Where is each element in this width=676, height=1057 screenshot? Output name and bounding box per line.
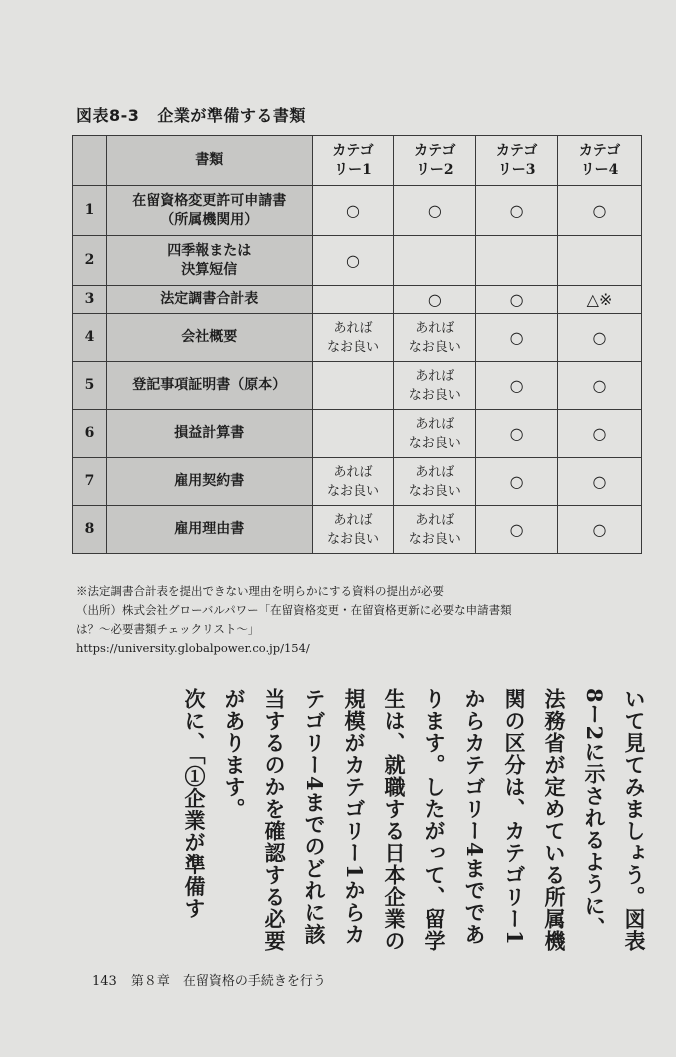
category-3-cell: ○: [476, 362, 558, 410]
category-1-cell: [312, 410, 394, 458]
body-paragraph-2: 次に、「①企業が準備す: [182, 688, 207, 920]
category-3-cell: [476, 236, 558, 286]
body-paragraph-1: いて見てみましょう。図表8ー2に示されるように、法務省が定めている所属機関の区分は、カテゴリー1からカテゴリー4までであります。したがって、留学生は、就職する日本企業の規模がカテゴリー1からカテゴリー4までのどれに該当するのかを確認する必要があります。: [222, 688, 647, 952]
source-url: https://university.globalpower.co.jp/154/: [76, 641, 310, 655]
category-4-cell: ○: [558, 410, 642, 458]
row-number: 5: [73, 362, 107, 410]
category-1-cell: ○: [312, 236, 394, 286]
page-number: 143: [92, 974, 117, 989]
row-number: 6: [73, 410, 107, 458]
document-name: 会社概要: [106, 314, 312, 362]
figure-name: 企業が準備する書類: [157, 106, 306, 125]
table-row: [73, 286, 642, 314]
page-footer: [92, 970, 326, 989]
header-document: 書類: [106, 136, 312, 186]
category-2-cell: ○: [394, 286, 476, 314]
table-row: [73, 236, 642, 286]
category-1-cell: [312, 286, 394, 314]
category-4-cell: ○: [558, 362, 642, 410]
row-number: 8: [73, 506, 107, 554]
category-2-cell: あれば なお良い: [394, 506, 476, 554]
category-3-cell: ○: [476, 314, 558, 362]
document-name: 四季報または 決算短信: [106, 236, 312, 286]
row-number: 3: [73, 286, 107, 314]
document-name: 在留資格変更許可申請書 （所属機関用）: [106, 186, 312, 236]
category-2-cell: あれば なお良い: [394, 362, 476, 410]
note-source-cont: は？～必要書類チェックリスト～」: [76, 622, 260, 636]
category-4-cell: △※: [558, 286, 642, 314]
document-name: 雇用理由書: [106, 506, 312, 554]
category-1-cell: [312, 362, 394, 410]
table-header-row: [73, 136, 642, 186]
category-2-cell: [394, 236, 476, 286]
category-3-cell: ○: [476, 186, 558, 236]
row-number: 1: [73, 186, 107, 236]
table-row: [73, 506, 642, 554]
category-4-cell: ○: [558, 314, 642, 362]
table-row: [73, 362, 642, 410]
header-number-cell: [73, 136, 107, 186]
category-2-cell: あれば なお良い: [394, 314, 476, 362]
table-row: [73, 186, 642, 236]
table-row: [73, 410, 642, 458]
category-3-cell: ○: [476, 410, 558, 458]
table-row: [73, 458, 642, 506]
header-category-4: カテゴ リー4: [558, 136, 642, 186]
category-2-cell: あれば なお良い: [394, 410, 476, 458]
figure-title: [76, 103, 306, 126]
category-4-cell: ○: [558, 186, 642, 236]
category-3-cell: ○: [476, 506, 558, 554]
note-source: （出所）株式会社グローバルパワー「在留資格変更・在留資格更新に必要な申請書類: [76, 603, 512, 617]
header-category-2: カテゴ リー2: [394, 136, 476, 186]
figure-label: 図表8-3: [76, 106, 140, 125]
header-category-1: カテゴ リー1: [312, 136, 394, 186]
vertical-body-text: [54, 688, 654, 956]
row-number: 7: [73, 458, 107, 506]
table-row: [73, 314, 642, 362]
row-number: 2: [73, 236, 107, 286]
category-4-cell: ○: [558, 458, 642, 506]
table-notes: [76, 582, 646, 658]
document-name: 登記事項証明書（原本）: [106, 362, 312, 410]
category-1-cell: あれば なお良い: [312, 506, 394, 554]
chapter-title: 第８章 在留資格の手続きを行う: [130, 974, 326, 989]
category-2-cell: ○: [394, 186, 476, 236]
category-4-cell: [558, 236, 642, 286]
row-number: 4: [73, 314, 107, 362]
document-name: 法定調書合計表: [106, 286, 312, 314]
category-2-cell: あれば なお良い: [394, 458, 476, 506]
documents-table: [72, 135, 642, 554]
category-3-cell: ○: [476, 458, 558, 506]
category-4-cell: ○: [558, 506, 642, 554]
note-footnote: ※法定調書合計表を提出できない理由を明らかにする資料の提出が必要: [76, 584, 444, 598]
category-1-cell: あれば なお良い: [312, 458, 394, 506]
document-name: 雇用契約書: [106, 458, 312, 506]
document-name: 損益計算書: [106, 410, 312, 458]
category-1-cell: あれば なお良い: [312, 314, 394, 362]
category-1-cell: ○: [312, 186, 394, 236]
category-3-cell: ○: [476, 286, 558, 314]
header-category-3: カテゴ リー3: [476, 136, 558, 186]
